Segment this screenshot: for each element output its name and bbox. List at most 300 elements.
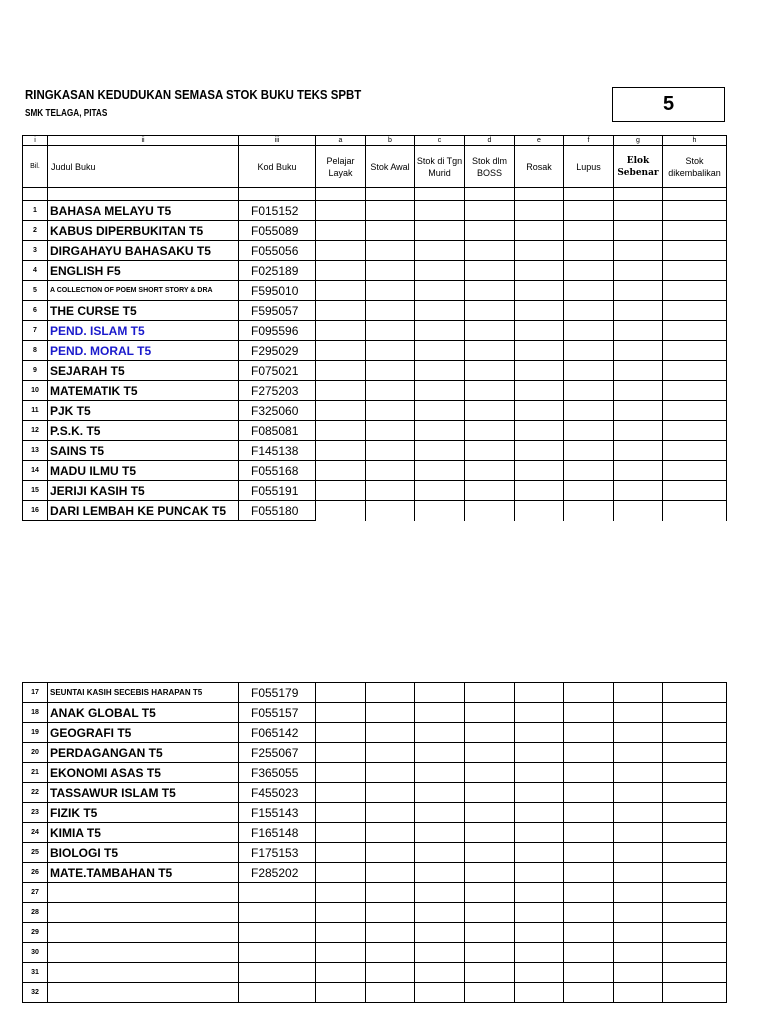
stock-entry-cell[interactable]: [515, 261, 564, 281]
index-cell: g: [614, 136, 663, 146]
stock-entry-cell[interactable]: [515, 863, 564, 883]
stock-entry-cell[interactable]: [465, 321, 515, 341]
stock-entry-cell[interactable]: [415, 361, 465, 381]
stock-entry-cell[interactable]: [316, 943, 366, 963]
stock-entry-cell[interactable]: [515, 481, 564, 501]
stock-entry-cell[interactable]: [515, 843, 564, 863]
stock-entry-cell[interactable]: [564, 863, 614, 883]
stock-entry-cell[interactable]: [614, 241, 663, 261]
stock-entry-cell[interactable]: [564, 381, 614, 401]
stock-entry-cell[interactable]: [564, 281, 614, 301]
stock-entry-cell[interactable]: [614, 261, 663, 281]
stock-entry-cell[interactable]: [316, 723, 366, 743]
stock-entry-cell[interactable]: [564, 843, 614, 863]
stock-entry-cell[interactable]: [316, 803, 366, 823]
stock-entry-cell[interactable]: [564, 683, 614, 703]
stock-entry-cell[interactable]: [564, 903, 614, 923]
stock-entry-cell[interactable]: [614, 683, 663, 703]
stock-entry-cell[interactable]: [465, 743, 515, 763]
stock-entry-cell[interactable]: [316, 703, 366, 723]
index-cell: i: [23, 136, 48, 146]
stock-entry-cell[interactable]: [564, 441, 614, 461]
stock-entry-cell[interactable]: [663, 381, 727, 401]
stock-entry-cell[interactable]: [415, 683, 465, 703]
stock-entry-cell[interactable]: [515, 743, 564, 763]
stock-entry-cell[interactable]: [614, 723, 663, 743]
stock-entry-cell[interactable]: [465, 723, 515, 743]
stock-entry-cell[interactable]: [465, 703, 515, 723]
stock-entry-cell[interactable]: [366, 501, 415, 521]
stock-entry-cell[interactable]: [564, 703, 614, 723]
stock-entry-cell[interactable]: [515, 783, 564, 803]
stock-entry-cell[interactable]: [663, 441, 727, 461]
stock-entry-cell[interactable]: [465, 823, 515, 843]
stock-entry-cell[interactable]: [465, 863, 515, 883]
stock-entry-cell[interactable]: [515, 501, 564, 521]
stock-entry-cell[interactable]: [564, 963, 614, 983]
stock-entry-cell[interactable]: [663, 361, 727, 381]
stock-entry-cell[interactable]: [663, 341, 727, 361]
stock-entry-cell[interactable]: [316, 903, 366, 923]
stock-entry-cell[interactable]: [415, 783, 465, 803]
stock-entry-cell[interactable]: [465, 481, 515, 501]
stock-entry-cell[interactable]: [366, 843, 415, 863]
book-code-cell: [239, 923, 316, 943]
stock-table-part2: [22, 682, 727, 1003]
stock-entry-cell[interactable]: [316, 281, 366, 301]
stock-entry-cell[interactable]: [515, 823, 564, 843]
stock-entry-cell[interactable]: [316, 461, 366, 481]
stock-entry-cell[interactable]: [564, 201, 614, 221]
row-number: 22: [23, 783, 48, 803]
stock-entry-cell[interactable]: [614, 201, 663, 221]
row-number: 32: [23, 983, 48, 1003]
stock-entry-cell[interactable]: [366, 341, 415, 361]
stock-entry-cell[interactable]: [564, 361, 614, 381]
stock-entry-cell[interactable]: [366, 461, 415, 481]
stock-entry-cell[interactable]: [415, 723, 465, 743]
stock-entry-cell[interactable]: [564, 783, 614, 803]
stock-entry-cell[interactable]: [316, 401, 366, 421]
stock-entry-cell[interactable]: [415, 823, 465, 843]
index-cell: d: [465, 136, 515, 146]
stock-entry-cell[interactable]: [564, 461, 614, 481]
stock-entry-cell[interactable]: [415, 863, 465, 883]
stock-entry-cell[interactable]: [366, 201, 415, 221]
table-row: [23, 703, 727, 723]
stock-entry-cell[interactable]: [663, 501, 727, 521]
book-code-cell: F275203: [239, 381, 316, 401]
stock-entry-cell[interactable]: [465, 883, 515, 903]
stock-entry-cell[interactable]: [564, 763, 614, 783]
stock-entry-cell[interactable]: [366, 221, 415, 241]
stock-entry-cell[interactable]: [614, 321, 663, 341]
stock-entry-cell[interactable]: [663, 983, 727, 1003]
row-number: 8: [23, 341, 48, 361]
stock-entry-cell[interactable]: [316, 683, 366, 703]
table-row: [23, 843, 727, 863]
stock-entry-cell[interactable]: [415, 441, 465, 461]
stock-entry-cell[interactable]: [415, 341, 465, 361]
table-row: [23, 883, 727, 903]
stock-entry-cell[interactable]: [614, 221, 663, 241]
stock-entry-cell[interactable]: [663, 883, 727, 903]
stock-entry-cell[interactable]: [564, 723, 614, 743]
table-row: [23, 241, 727, 261]
table-row: [23, 963, 727, 983]
stock-entry-cell[interactable]: [663, 221, 727, 241]
stock-entry-cell[interactable]: [366, 261, 415, 281]
stock-entry-cell[interactable]: [366, 241, 415, 261]
row-number: 4: [23, 261, 48, 281]
stock-entry-cell[interactable]: [415, 301, 465, 321]
header-stok-boss: Stok dlm BOSS: [465, 146, 515, 188]
stock-entry-cell[interactable]: [564, 221, 614, 241]
stock-entry-cell[interactable]: [415, 421, 465, 441]
stock-entry-cell[interactable]: [316, 341, 366, 361]
stock-entry-cell[interactable]: [465, 401, 515, 421]
stock-entry-cell[interactable]: [515, 763, 564, 783]
book-title-cell: ANAK GLOBAL T5: [48, 703, 239, 723]
stock-entry-cell[interactable]: [316, 421, 366, 441]
stock-entry-cell[interactable]: [366, 943, 415, 963]
stock-entry-cell[interactable]: [465, 281, 515, 301]
stock-entry-cell[interactable]: [316, 863, 366, 883]
stock-entry-cell[interactable]: [564, 803, 614, 823]
stock-entry-cell[interactable]: [614, 743, 663, 763]
stock-entry-cell[interactable]: [564, 983, 614, 1003]
stock-entry-cell[interactable]: [366, 783, 415, 803]
stock-entry-cell[interactable]: [614, 361, 663, 381]
book-code-cell: F055168: [239, 461, 316, 481]
stock-entry-cell[interactable]: [366, 381, 415, 401]
stock-entry-cell[interactable]: [465, 221, 515, 241]
stock-entry-cell[interactable]: [415, 923, 465, 943]
stock-entry-cell[interactable]: [663, 923, 727, 943]
stock-entry-cell[interactable]: [663, 321, 727, 341]
stock-entry-cell[interactable]: [515, 281, 564, 301]
stock-entry-cell[interactable]: [415, 401, 465, 421]
stock-entry-cell[interactable]: [366, 301, 415, 321]
stock-entry-cell[interactable]: [515, 943, 564, 963]
stock-entry-cell[interactable]: [465, 261, 515, 281]
stock-entry-cell[interactable]: [415, 743, 465, 763]
stock-entry-cell[interactable]: [366, 321, 415, 341]
stock-entry-cell[interactable]: [316, 361, 366, 381]
stock-entry-cell[interactable]: [366, 421, 415, 441]
book-code-cell: F155143: [239, 803, 316, 823]
stock-entry-cell[interactable]: [465, 783, 515, 803]
book-code-cell: F025189: [239, 261, 316, 281]
stock-entry-cell[interactable]: [564, 481, 614, 501]
stock-entry-cell[interactable]: [515, 903, 564, 923]
stock-entry-cell[interactable]: [366, 281, 415, 301]
stock-entry-cell[interactable]: [465, 803, 515, 823]
stock-entry-cell[interactable]: [515, 723, 564, 743]
stock-entry-cell[interactable]: [415, 703, 465, 723]
stock-entry-cell[interactable]: [663, 743, 727, 763]
stock-entry-cell[interactable]: [614, 441, 663, 461]
stock-entry-cell[interactable]: [614, 923, 663, 943]
stock-entry-cell[interactable]: [663, 863, 727, 883]
stock-entry-cell[interactable]: [415, 903, 465, 923]
stock-entry-cell[interactable]: [515, 361, 564, 381]
row-number: 17: [23, 683, 48, 703]
stock-entry-cell[interactable]: [663, 261, 727, 281]
stock-table-part1: [22, 135, 727, 521]
stock-entry-cell[interactable]: [515, 461, 564, 481]
stock-entry-cell[interactable]: [415, 843, 465, 863]
stock-entry-cell[interactable]: [663, 703, 727, 723]
stock-entry-cell[interactable]: [366, 361, 415, 381]
stock-entry-cell[interactable]: [614, 481, 663, 501]
stock-entry-cell[interactable]: [614, 843, 663, 863]
stock-entry-cell[interactable]: [564, 261, 614, 281]
stock-entry-cell[interactable]: [515, 883, 564, 903]
stock-entry-cell[interactable]: [366, 401, 415, 421]
stock-entry-cell[interactable]: [515, 703, 564, 723]
stock-entry-cell[interactable]: [465, 923, 515, 943]
book-title-cell: [48, 943, 239, 963]
index-cell: b: [366, 136, 415, 146]
index-cell: f: [564, 136, 614, 146]
stock-entry-cell[interactable]: [415, 963, 465, 983]
stock-entry-cell[interactable]: [465, 461, 515, 481]
stock-entry-cell[interactable]: [614, 421, 663, 441]
stock-entry-cell[interactable]: [663, 843, 727, 863]
stock-entry-cell[interactable]: [415, 461, 465, 481]
stock-entry-cell[interactable]: [663, 823, 727, 843]
stock-entry-cell[interactable]: [316, 883, 366, 903]
stock-entry-cell[interactable]: [415, 321, 465, 341]
stock-entry-cell[interactable]: [564, 321, 614, 341]
stock-entry-cell[interactable]: [366, 723, 415, 743]
stock-entry-cell[interactable]: [316, 763, 366, 783]
row-number: 13: [23, 441, 48, 461]
stock-entry-cell[interactable]: [366, 743, 415, 763]
stock-entry-cell[interactable]: [415, 803, 465, 823]
stock-entry-cell[interactable]: [515, 683, 564, 703]
stock-entry-cell[interactable]: [465, 963, 515, 983]
table-row: [23, 221, 727, 241]
row-number: 1: [23, 201, 48, 221]
stock-entry-cell[interactable]: [663, 803, 727, 823]
stock-entry-cell[interactable]: [614, 281, 663, 301]
stock-entry-cell[interactable]: [316, 241, 366, 261]
stock-entry-cell[interactable]: [415, 763, 465, 783]
stock-entry-cell[interactable]: [663, 421, 727, 441]
book-code-cell: F255067: [239, 743, 316, 763]
stock-entry-cell[interactable]: [316, 301, 366, 321]
stock-entry-cell[interactable]: [366, 683, 415, 703]
stock-entry-cell[interactable]: [415, 481, 465, 501]
stock-entry-cell[interactable]: [564, 943, 614, 963]
stock-entry-cell[interactable]: [515, 441, 564, 461]
stock-entry-cell[interactable]: [515, 381, 564, 401]
stock-entry-cell[interactable]: [614, 983, 663, 1003]
stock-entry-cell[interactable]: [465, 843, 515, 863]
stock-entry-cell[interactable]: [366, 481, 415, 501]
stock-entry-cell[interactable]: [415, 983, 465, 1003]
stock-entry-cell[interactable]: [316, 221, 366, 241]
header-bil: Bil.: [23, 146, 48, 188]
stock-entry-cell[interactable]: [663, 763, 727, 783]
row-number: 15: [23, 481, 48, 501]
stock-entry-cell[interactable]: [465, 441, 515, 461]
stock-entry-cell[interactable]: [316, 501, 366, 521]
stock-entry-cell[interactable]: [316, 923, 366, 943]
stock-entry-cell[interactable]: [316, 843, 366, 863]
stock-entry-cell[interactable]: [515, 803, 564, 823]
stock-entry-cell[interactable]: [465, 683, 515, 703]
stock-entry-cell[interactable]: [614, 381, 663, 401]
stock-entry-cell[interactable]: [515, 341, 564, 361]
stock-entry-cell[interactable]: [316, 963, 366, 983]
stock-entry-cell[interactable]: [564, 421, 614, 441]
stock-entry-cell[interactable]: [663, 281, 727, 301]
stock-entry-cell[interactable]: [515, 963, 564, 983]
book-title-cell: [48, 883, 239, 903]
stock-entry-cell[interactable]: [316, 321, 366, 341]
stock-entry-cell[interactable]: [663, 943, 727, 963]
stock-entry-cell[interactable]: [465, 341, 515, 361]
stock-entry-cell[interactable]: [614, 803, 663, 823]
stock-entry-cell[interactable]: [415, 501, 465, 521]
stock-entry-cell[interactable]: [465, 301, 515, 321]
stock-entry-cell[interactable]: [515, 321, 564, 341]
stock-entry-cell[interactable]: [465, 361, 515, 381]
stock-entry-cell[interactable]: [614, 461, 663, 481]
index-cell: c: [415, 136, 465, 146]
stock-entry-cell[interactable]: [366, 983, 415, 1003]
book-code-cell: F285202: [239, 863, 316, 883]
stock-entry-cell[interactable]: [316, 381, 366, 401]
stock-entry-cell[interactable]: [663, 963, 727, 983]
stock-entry-cell[interactable]: [366, 863, 415, 883]
stock-entry-cell[interactable]: [515, 201, 564, 221]
stock-entry-cell[interactable]: [564, 241, 614, 261]
book-code-cell: F055089: [239, 221, 316, 241]
stock-entry-cell[interactable]: [515, 421, 564, 441]
stock-entry-cell[interactable]: [465, 421, 515, 441]
stock-entry-cell[interactable]: [316, 783, 366, 803]
stock-entry-cell[interactable]: [366, 441, 415, 461]
stock-entry-cell[interactable]: [366, 883, 415, 903]
stock-entry-cell[interactable]: [415, 281, 465, 301]
stock-entry-cell[interactable]: [465, 943, 515, 963]
stock-entry-cell[interactable]: [366, 823, 415, 843]
stock-entry-cell[interactable]: [316, 261, 366, 281]
row-number: 26: [23, 863, 48, 883]
stock-entry-cell[interactable]: [663, 461, 727, 481]
stock-entry-cell[interactable]: [515, 401, 564, 421]
stock-entry-cell[interactable]: [465, 201, 515, 221]
stock-entry-cell[interactable]: [415, 381, 465, 401]
stock-entry-cell[interactable]: [366, 703, 415, 723]
stock-entry-cell[interactable]: [415, 883, 465, 903]
stock-entry-cell[interactable]: [515, 241, 564, 261]
stock-entry-cell[interactable]: [663, 241, 727, 261]
book-code-cell: F595010: [239, 281, 316, 301]
stock-entry-cell[interactable]: [564, 883, 614, 903]
stock-entry-cell[interactable]: [316, 441, 366, 461]
stock-entry-cell[interactable]: [366, 763, 415, 783]
stock-entry-cell[interactable]: [663, 903, 727, 923]
stock-entry-cell[interactable]: [415, 201, 465, 221]
stock-entry-cell[interactable]: [614, 783, 663, 803]
header-elok-sebenar: Elok Sebenar: [614, 146, 663, 188]
stock-entry-cell[interactable]: [366, 963, 415, 983]
stock-entry-cell[interactable]: [316, 481, 366, 501]
stock-entry-cell[interactable]: [663, 401, 727, 421]
stock-entry-cell[interactable]: [316, 743, 366, 763]
stock-entry-cell[interactable]: [415, 241, 465, 261]
stock-entry-cell[interactable]: [564, 743, 614, 763]
stock-entry-cell[interactable]: [564, 341, 614, 361]
book-code-cell: F075021: [239, 361, 316, 381]
row-number: 30: [23, 943, 48, 963]
stock-entry-cell[interactable]: [465, 501, 515, 521]
stock-entry-cell[interactable]: [614, 703, 663, 723]
stock-entry-cell[interactable]: [663, 683, 727, 703]
stock-entry-cell[interactable]: [614, 903, 663, 923]
stock-entry-cell[interactable]: [465, 381, 515, 401]
stock-entry-cell[interactable]: [515, 301, 564, 321]
stock-entry-cell[interactable]: [415, 943, 465, 963]
stock-entry-cell[interactable]: [465, 903, 515, 923]
stock-entry-cell[interactable]: [564, 401, 614, 421]
stock-entry-cell[interactable]: [366, 903, 415, 923]
header-gap-row: [23, 188, 727, 201]
stock-entry-cell[interactable]: [614, 341, 663, 361]
stock-entry-cell[interactable]: [614, 401, 663, 421]
stock-entry-cell[interactable]: [316, 201, 366, 221]
stock-entry-cell[interactable]: [564, 923, 614, 943]
stock-entry-cell[interactable]: [614, 501, 663, 521]
stock-entry-cell[interactable]: [614, 763, 663, 783]
stock-entry-cell[interactable]: [614, 883, 663, 903]
stock-entry-cell[interactable]: [663, 301, 727, 321]
stock-entry-cell[interactable]: [663, 723, 727, 743]
stock-entry-cell[interactable]: [663, 783, 727, 803]
stock-entry-cell[interactable]: [515, 221, 564, 241]
stock-entry-cell[interactable]: [415, 261, 465, 281]
stock-entry-cell[interactable]: [614, 963, 663, 983]
book-code-cell: F165148: [239, 823, 316, 843]
stock-entry-cell[interactable]: [564, 301, 614, 321]
stock-entry-cell[interactable]: [366, 803, 415, 823]
stock-entry-cell[interactable]: [465, 241, 515, 261]
stock-entry-cell[interactable]: [663, 201, 727, 221]
stock-entry-cell[interactable]: [515, 983, 564, 1003]
stock-entry-cell[interactable]: [564, 501, 614, 521]
book-rows-part1: [23, 201, 727, 521]
stock-entry-cell[interactable]: [614, 301, 663, 321]
stock-entry-cell[interactable]: [316, 983, 366, 1003]
stock-entry-cell[interactable]: [415, 221, 465, 241]
stock-entry-cell[interactable]: [465, 763, 515, 783]
stock-entry-cell[interactable]: [614, 823, 663, 843]
book-title-cell: PEND. ISLAM T5: [48, 321, 239, 341]
stock-entry-cell[interactable]: [663, 481, 727, 501]
stock-entry-cell[interactable]: [515, 923, 564, 943]
stock-entry-cell[interactable]: [614, 943, 663, 963]
stock-entry-cell[interactable]: [366, 923, 415, 943]
stock-entry-cell[interactable]: [465, 983, 515, 1003]
stock-entry-cell[interactable]: [316, 823, 366, 843]
stock-entry-cell[interactable]: [564, 823, 614, 843]
stock-entry-cell[interactable]: [614, 863, 663, 883]
